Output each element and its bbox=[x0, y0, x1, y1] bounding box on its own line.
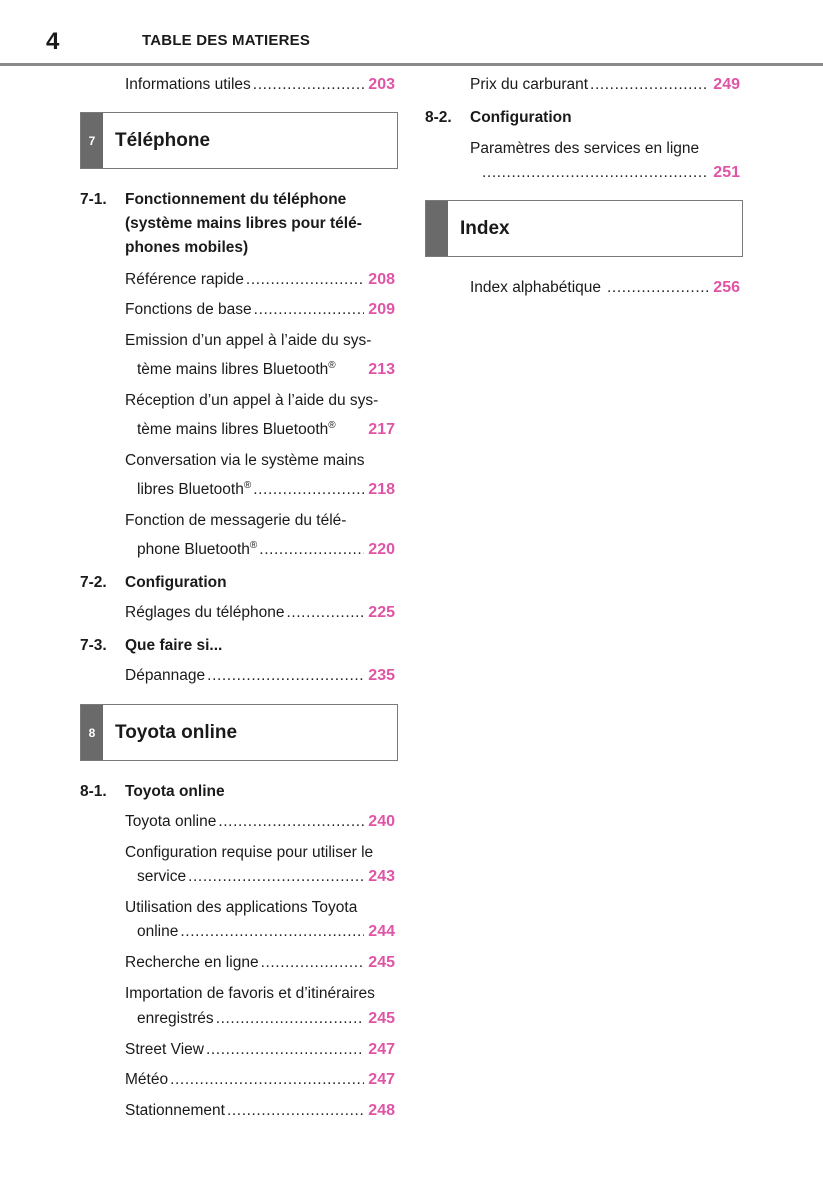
toc-entry[interactable] bbox=[137, 922, 395, 942]
dot-leader bbox=[254, 300, 365, 320]
page-ref[interactable]: 248 bbox=[368, 1102, 395, 1119]
entry-title: Météo bbox=[125, 1071, 169, 1088]
dot-leader bbox=[261, 953, 365, 973]
page-ref[interactable]: 209 bbox=[368, 301, 395, 318]
toc-entry[interactable] bbox=[125, 1070, 395, 1090]
entry-title: Street View bbox=[125, 1041, 204, 1058]
dot-leader bbox=[253, 480, 364, 500]
entry-title-line: enregistrés bbox=[137, 1010, 214, 1027]
entry-title-line: online bbox=[137, 923, 179, 940]
chapter-title: Toyota online bbox=[115, 721, 238, 743]
registered-mark: ® bbox=[328, 359, 336, 371]
section-number: 7-1. bbox=[80, 191, 107, 208]
section-title: Configuration bbox=[470, 109, 572, 126]
toc-entry[interactable] bbox=[125, 812, 395, 832]
toc-entry[interactable] bbox=[125, 300, 395, 320]
entry-title: Index alphabétique bbox=[470, 279, 602, 296]
header-title: TABLE DES MATIERES bbox=[142, 32, 311, 49]
toc-entry[interactable] bbox=[125, 1101, 395, 1121]
page-ref[interactable]: 247 bbox=[368, 1071, 395, 1088]
entry-title: Toyota online bbox=[125, 813, 217, 830]
section-title: Que faire si... bbox=[125, 637, 223, 654]
dot-leader bbox=[188, 867, 364, 887]
page-ref[interactable]: 217 bbox=[368, 421, 395, 438]
page-ref[interactable]: 218 bbox=[368, 481, 395, 498]
page-ref[interactable]: 245 bbox=[368, 954, 395, 971]
entry-title-line: tème mains libres Bluetooth® bbox=[137, 359, 336, 378]
dot-leader bbox=[206, 1040, 364, 1060]
page-ref[interactable]: 220 bbox=[368, 541, 395, 558]
page-ref[interactable]: 249 bbox=[713, 76, 740, 93]
toc-entry[interactable] bbox=[470, 75, 740, 95]
entry-title-line: phone Bluetooth® bbox=[137, 539, 258, 558]
toc-entry[interactable] bbox=[125, 1040, 395, 1060]
entry-title: Réglages du téléphone bbox=[125, 604, 285, 621]
toc-entry[interactable] bbox=[125, 953, 395, 973]
dot-leader bbox=[218, 812, 364, 832]
chapter-8-box[interactable] bbox=[80, 704, 398, 761]
page-ref[interactable]: 208 bbox=[368, 271, 395, 288]
chapter-7-box[interactable] bbox=[80, 112, 398, 169]
entry-title-line: tème mains libres Bluetooth® bbox=[137, 419, 336, 438]
section-number: 8-1. bbox=[80, 783, 107, 800]
toc-entry[interactable] bbox=[137, 480, 395, 500]
dot-leader bbox=[227, 1101, 364, 1121]
page-ref[interactable]: 256 bbox=[713, 279, 740, 296]
toc-entry[interactable] bbox=[482, 163, 740, 183]
page-ref[interactable]: 240 bbox=[368, 813, 395, 830]
toc-entry[interactable] bbox=[137, 360, 395, 380]
index-tab bbox=[426, 201, 448, 256]
section-number: 7-3. bbox=[80, 637, 107, 654]
entry-title-line: Configuration requise pour utiliser le bbox=[125, 844, 374, 861]
toc-entry[interactable] bbox=[137, 867, 395, 887]
dot-leader bbox=[170, 1070, 364, 1090]
page-ref[interactable]: 245 bbox=[368, 1010, 395, 1027]
page-ref[interactable]: 247 bbox=[368, 1041, 395, 1058]
entry-title-line: Réception d’un appel à l’aide du sys- bbox=[125, 392, 379, 409]
entry-title-line: Paramètres des services en ligne bbox=[470, 140, 700, 157]
registered-mark: ® bbox=[243, 479, 252, 491]
header-divider bbox=[0, 63, 823, 66]
dot-leader bbox=[286, 603, 364, 623]
section-title-line: (système mains libres pour télé- bbox=[125, 215, 362, 232]
page-ref[interactable]: 244 bbox=[368, 923, 395, 940]
toc-entry[interactable] bbox=[125, 666, 395, 686]
section-number: 8-2. bbox=[425, 109, 452, 126]
entry-title-line: Fonction de messagerie du télé- bbox=[125, 512, 347, 529]
index-box[interactable] bbox=[425, 200, 743, 257]
toc-entry[interactable] bbox=[125, 75, 395, 95]
entry-title-line: Importation de favoris et d’itinéraires bbox=[125, 985, 375, 1002]
entry-title-line: service bbox=[137, 868, 187, 885]
dot-leader bbox=[253, 75, 365, 95]
page-ref[interactable]: 235 bbox=[368, 667, 395, 684]
section-number: 7-2. bbox=[80, 574, 107, 591]
entry-title: Informations utiles bbox=[125, 76, 251, 93]
dot-leader bbox=[607, 278, 709, 298]
entry-title: Stationnement bbox=[125, 1102, 225, 1119]
toc-entry[interactable] bbox=[137, 1009, 395, 1029]
page-ref[interactable]: 203 bbox=[368, 76, 395, 93]
section-title-line: Fonctionnement du téléphone bbox=[125, 191, 347, 208]
dot-leader bbox=[590, 75, 709, 95]
dot-leader bbox=[207, 666, 364, 686]
chapter-title: Téléphone bbox=[115, 129, 211, 151]
chapter-number-tab: 7 bbox=[81, 113, 103, 168]
index-title: Index bbox=[460, 217, 510, 239]
dot-leader bbox=[180, 922, 364, 942]
entry-title: Fonctions de base bbox=[125, 301, 252, 318]
toc-entry[interactable] bbox=[125, 270, 395, 290]
section-title-line: phones mobiles) bbox=[125, 239, 249, 256]
page-ref[interactable]: 213 bbox=[368, 361, 395, 378]
entry-title: Référence rapide bbox=[125, 271, 244, 288]
chapter-number-tab: 8 bbox=[81, 705, 103, 760]
dot-leader bbox=[482, 163, 709, 183]
entry-title-line: libres Bluetooth® bbox=[137, 479, 252, 498]
toc-entry[interactable] bbox=[137, 420, 395, 440]
page-ref[interactable]: 225 bbox=[368, 604, 395, 621]
toc-entry[interactable] bbox=[470, 278, 740, 298]
entry-title-line: Utilisation des applications Toyota bbox=[125, 899, 358, 916]
entry-title: Recherche en ligne bbox=[125, 954, 259, 971]
page-ref[interactable]: 251 bbox=[713, 164, 740, 181]
registered-mark: ® bbox=[249, 539, 258, 551]
registered-mark: ® bbox=[328, 419, 336, 431]
section-title: Configuration bbox=[125, 574, 227, 591]
entry-title-line: Conversation via le système mains bbox=[125, 452, 365, 469]
page-number: 4 bbox=[46, 28, 60, 55]
section-title: Toyota online bbox=[125, 783, 225, 800]
dot-leader bbox=[216, 1009, 365, 1029]
toc-entry[interactable] bbox=[125, 603, 395, 623]
toc-entry[interactable] bbox=[137, 540, 395, 560]
page-ref[interactable]: 243 bbox=[368, 868, 395, 885]
entry-title: Dépannage bbox=[125, 667, 206, 684]
dot-leader bbox=[259, 540, 364, 560]
entry-title: Prix du carburant bbox=[470, 76, 589, 93]
dot-leader bbox=[246, 270, 364, 290]
entry-title-line: Emission d’un appel à l’aide du sys- bbox=[125, 332, 372, 349]
